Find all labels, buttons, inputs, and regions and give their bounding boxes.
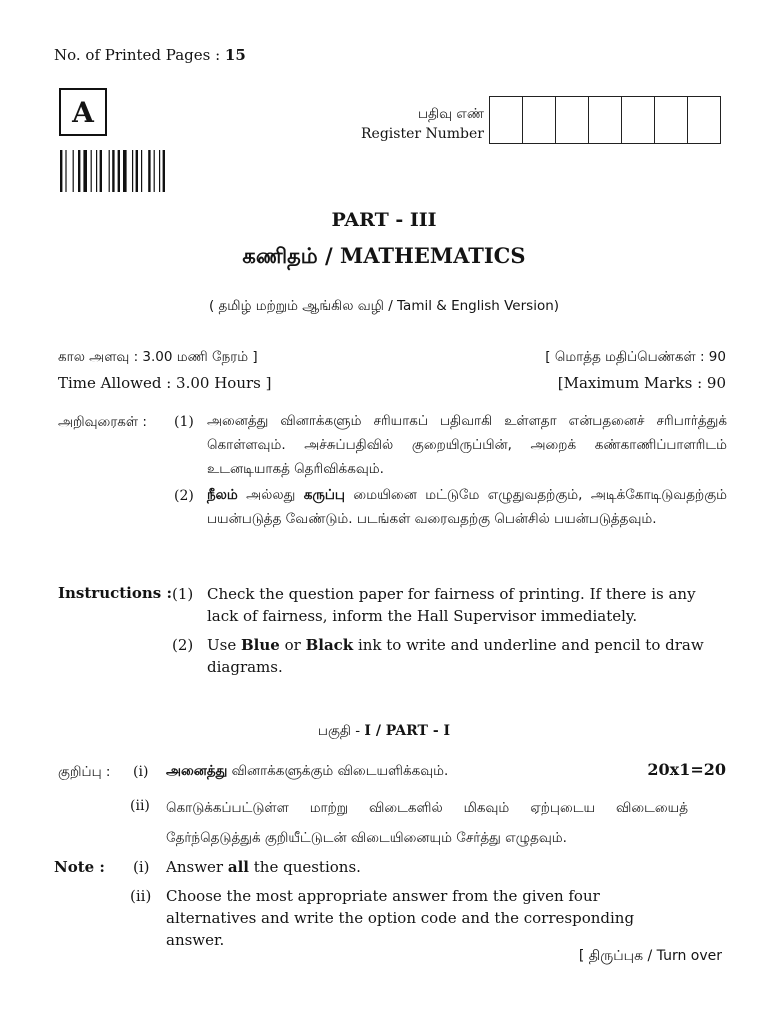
note-number: (ii) — [130, 798, 150, 814]
bold-all-tamil: அனைத்து — [166, 763, 228, 779]
register-digit-box[interactable] — [556, 97, 589, 143]
printed-pages — [54, 46, 246, 64]
register-number-boxes[interactable] — [489, 96, 721, 144]
text-fragment: Answer — [166, 858, 228, 876]
text-fragment: Use — [207, 636, 241, 654]
bold-black: Black — [305, 636, 354, 654]
bold-all: all — [227, 858, 249, 876]
instruction-tamil-2 — [207, 483, 727, 531]
bold-blue-tamil: நீலம் — [207, 487, 238, 503]
note-english-label: Note : — [54, 858, 105, 876]
instructions-english-label: Instructions : — [58, 584, 172, 602]
paper-code-box — [59, 88, 107, 136]
time-marks-tamil — [58, 349, 726, 367]
max-marks-english: [Maximum Marks : 90 — [557, 374, 726, 392]
register-label-english: Register Number — [361, 126, 484, 142]
bold-blue: Blue — [240, 636, 280, 654]
instruction-number: (2) — [172, 636, 194, 654]
note-number: (ii) — [130, 887, 152, 905]
version-line: ( தமிழ் மற்றும் ஆங்கில வழி / Tamil & English Version) — [208, 298, 560, 314]
instruction-english-2 — [207, 634, 727, 678]
paper-code: A — [72, 95, 94, 129]
instruction-number: (2) — [174, 488, 194, 504]
bold-black-tamil: கருப்பு — [303, 487, 345, 503]
note-tamil-label: குறிப்பு : — [58, 764, 111, 780]
subject-title — [0, 243, 768, 271]
marks-scheme: 20x1=20 — [647, 760, 726, 779]
time-allowed-english: Time Allowed : 3.00 Hours ] — [58, 374, 272, 392]
register-digit-box[interactable] — [622, 97, 655, 143]
note-number: (i) — [133, 764, 149, 780]
register-label-tamil: பதிவு எண் — [417, 106, 484, 122]
register-digit-box[interactable] — [523, 97, 556, 143]
time-marks-english — [58, 374, 726, 392]
printed-pages-label: No. of Printed Pages : — [54, 46, 221, 64]
instructions-tamil-label: அறிவுரைகள் : — [58, 414, 147, 430]
note-tamil-1 — [166, 759, 566, 783]
subject-english: MATHEMATICS — [339, 243, 526, 268]
register-digit-box[interactable] — [655, 97, 688, 143]
note-english-2: Choose the most appropriate answer from the given four alternatives and write the option code and the corresponding answer. — [166, 887, 635, 949]
barcode — [60, 150, 190, 192]
register-digit-box[interactable] — [688, 97, 720, 143]
max-marks-tamil: [ மொத்த மதிப்பெண்கள் : 90 — [545, 349, 726, 365]
note-number: (i) — [133, 858, 150, 876]
register-digit-box[interactable] — [589, 97, 622, 143]
part-one-heading — [0, 723, 768, 741]
instruction-tamil-1: அனைத்து வினாக்களும் சரியாகப் பதிவாகி உள்ளதா என்பதனைச் சரிபார்த்துக் கொள்ளவும். அச்சுப்பதிவில் குறையிருப்பின், அறைக் கண்காணிப்பாளரிடம் உடனடியாகத் தெரிவிக்கவும். — [207, 413, 727, 477]
text-fragment: மையினை மட்டுமே எழுதுவதற்கும், அடிக்கோடிடுவதற்கும் பயன்படுத்த வேண்டும். படங்கள் வரைவதற்கு பென்சில் பயன்படுத்தவும். — [207, 487, 727, 527]
part-one-english: I / PART - I — [364, 723, 451, 739]
subject-tamil: கணிதம் — [242, 244, 318, 268]
note-tamil-2: கொடுக்கப்பட்டுள்ள மாற்று விடைகளில் மிகவும் ஏற்புடைய விடையைத் தேர்ந்தெடுத்துக் குறியீட்டுடன் விடையினையும் சேர்த்து எழுதவும். — [166, 800, 688, 846]
turn-over: [ திருப்புக / Turn over — [578, 948, 722, 964]
printed-pages-value: 15 — [224, 46, 246, 64]
instruction-number: (1) — [174, 414, 194, 430]
text-fragment: or — [279, 636, 306, 654]
subject-separator: / — [317, 243, 340, 268]
time-allowed-tamil: கால அளவு : 3.00 மணி நேரம் ] — [58, 349, 258, 365]
part-one-tamil: பகுதி - — [317, 723, 365, 739]
text-fragment: the questions. — [248, 858, 361, 876]
text-fragment: வினாக்களுக்கும் விடையளிக்கவும். — [227, 763, 449, 779]
part-title: PART - III — [331, 209, 437, 231]
note-english-1 — [166, 856, 686, 878]
register-number-label — [361, 104, 484, 144]
text-fragment: அல்லது — [237, 487, 304, 503]
instruction-english-1: Check the question paper for fairness of printing. If there is any lack of fairness, inform the Hall Supervisor immediately. — [207, 585, 696, 625]
text-fragment: ink to write and underline and pencil to draw diagrams. — [207, 636, 704, 676]
register-digit-box[interactable] — [490, 97, 523, 143]
instruction-number: (1) — [172, 585, 194, 603]
